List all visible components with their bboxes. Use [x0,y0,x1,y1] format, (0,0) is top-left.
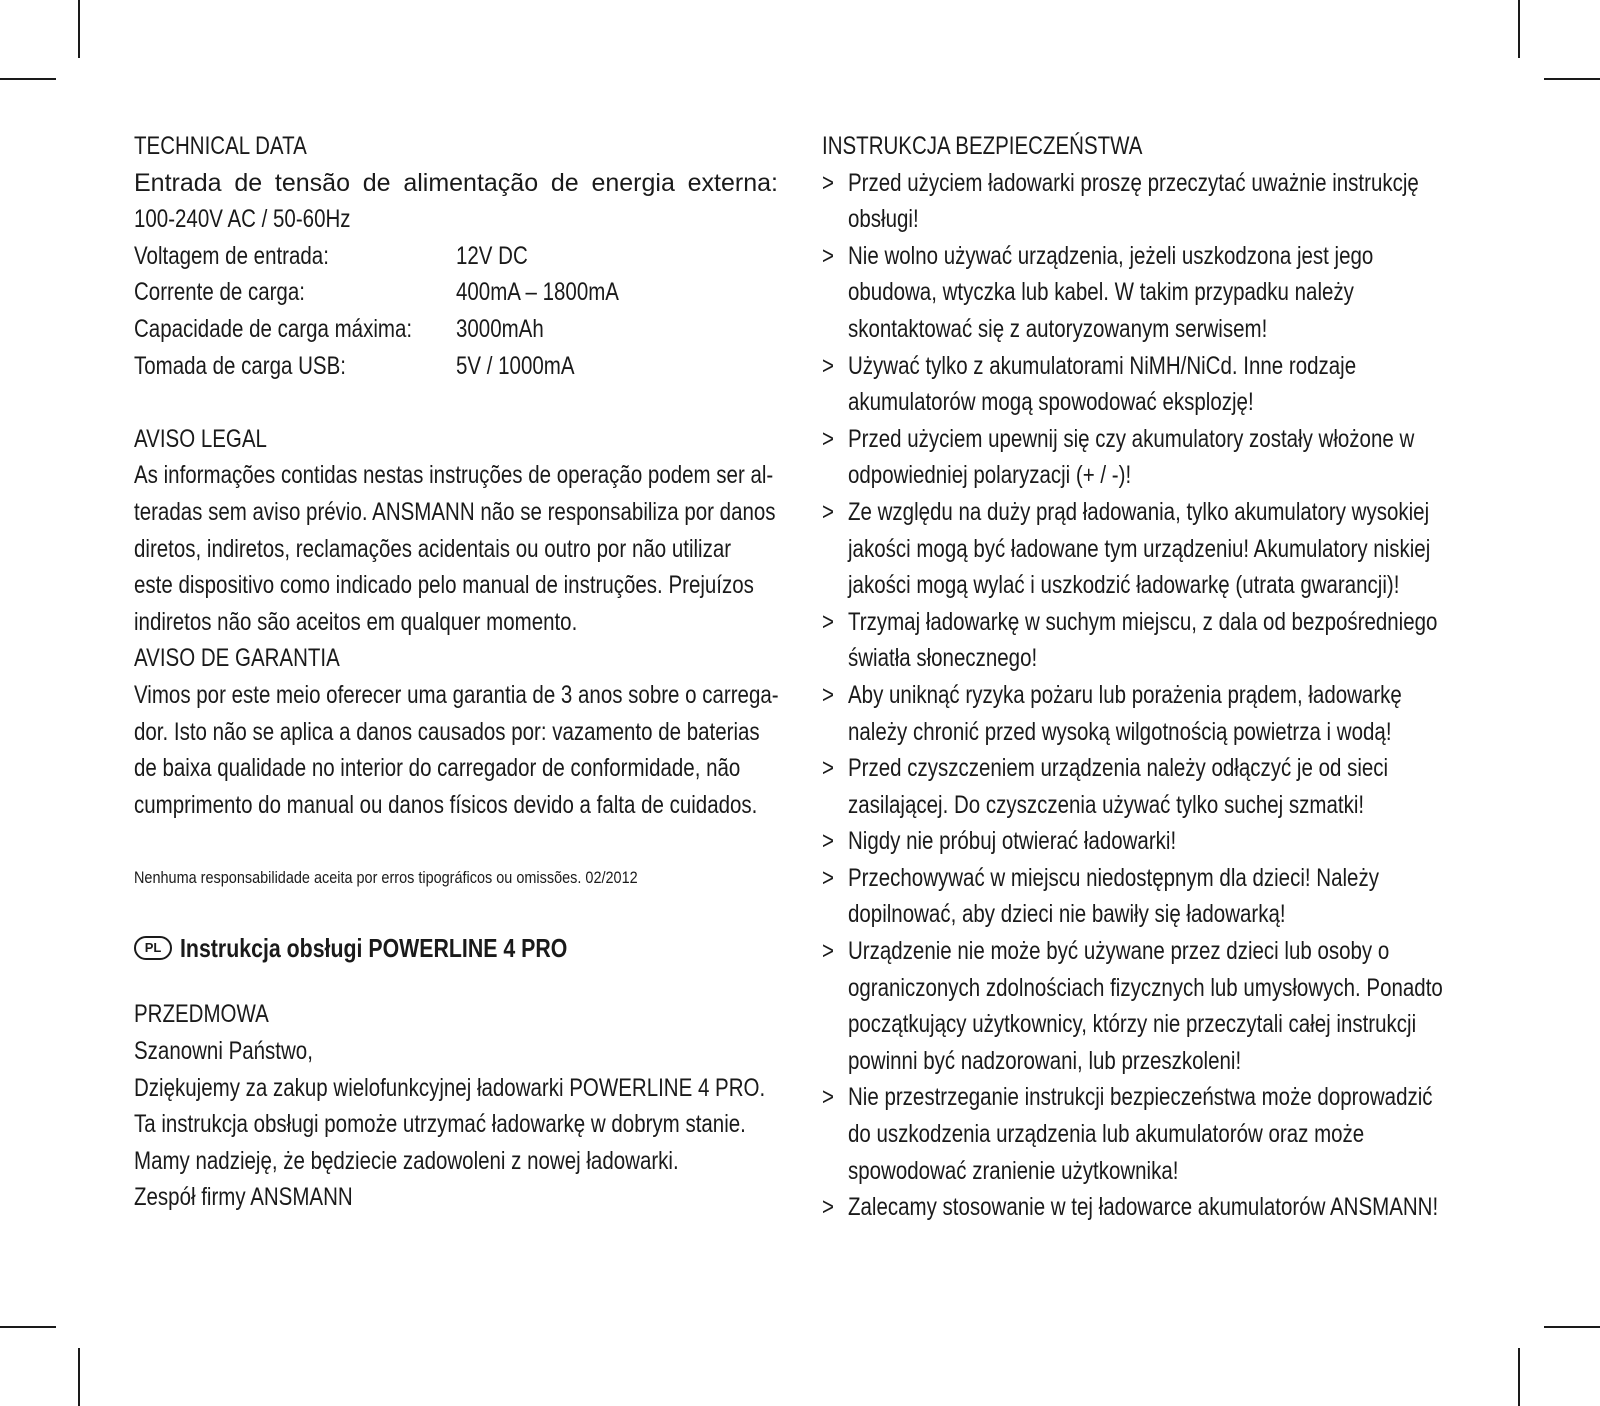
legal-heading: AVISO LEGAL [134,424,267,453]
safety-list-item [822,860,1467,933]
paragraph-line: Mamy nadzieję, że będziecie zadowoleni z nowej ładowarki. [134,1146,679,1175]
paragraph-line: indiretos não são aceitos em qualquer momento. [134,607,578,636]
bullet-marker: > [822,497,834,526]
list-item-line: dopilnować, aby dzieci nie bawiły się ładowarką! [848,900,1286,929]
paragraph-line: Dziękujemy za zakup wielofunkcyjnej ładowarki POWERLINE 4 PRO. [134,1073,766,1102]
safety-list-item [822,677,1467,750]
list-item-line: do uszkodzenia urządzenia lub akumulatorów oraz może [848,1120,1365,1149]
list-item-line: skontaktować się z autoryzowanym serwisem! [848,314,1268,343]
crop-mark [1518,0,1520,58]
safety-list-item [822,421,1467,494]
pl-section-title [134,922,778,974]
list-item-line: Przed użyciem upewnij się czy akumulatory zostały włożone w [848,424,1415,453]
right-column [822,128,1467,1226]
safety-list-item [822,933,1467,1079]
safety-list-item [822,604,1467,677]
crop-mark [1544,1326,1600,1328]
bullet-marker: > [822,168,834,197]
spec-row [134,311,778,348]
preface-heading: PRZEDMOWA [134,1000,269,1029]
safety-list-item [822,165,1467,238]
paragraph-line: teradas sem aviso prévio. ANSMANN não se responsabiliza por danos [134,497,776,526]
footnote: Nenhuma responsabilidade aceita por erros tipográficos ou omissões. 02/2012 [134,867,638,887]
bullet-marker: > [822,1193,834,1222]
bullet-marker: > [822,241,834,270]
spec-row [134,274,778,311]
list-item-line: obsługi! [848,205,919,234]
safety-list-item [822,238,1467,348]
technical-data-heading: TECHNICAL DATA [134,132,307,160]
crop-mark [78,1348,80,1406]
spec-value: 3000mAh [456,314,544,343]
safety-list-item [822,750,1467,823]
list-item-line: jakości mogą być ładowane tym urządzeniu! Akumulatory niskiej [848,534,1431,563]
spec-label: Tomada de carga USB: [134,351,346,380]
paragraph-line: As informações contidas nestas instruções de operação podem ser al- [134,461,774,490]
spec-value: 400mA – 1800mA [456,278,619,307]
pl-language-badge: PL [134,936,172,960]
paragraph-line: diretos, indiretos, reclamações acidentais ou outro por não utilizar [134,534,732,563]
pl-title-text: Instrukcja obsługi POWERLINE 4 PRO [180,933,568,964]
spec-row [134,238,778,275]
list-item-line: spowodować zranienie użytkownika! [848,1156,1179,1185]
paragraph-line: de baixa qualidade no interior do carregador de conformidade, não [134,754,741,783]
legal-paragraph [134,457,778,640]
spec-value: 12V DC [456,241,528,270]
spec-label: Corrente de carga: [134,278,305,307]
list-item-line: należy chronić przed wysoką wilgotnością powietrza i wodą! [848,717,1392,746]
input-line-1: Entrada de tensão de alimentação de energia externa: [134,168,778,197]
external-input-spec [134,165,778,238]
list-item-line: akumulatorów mogą spowodować eksplozję! [848,388,1254,417]
warranty-paragraph [134,677,778,823]
list-item-line: Ze względu na duży prąd ładowania, tylko akumulatory wysokiej [848,497,1430,526]
preface-paragraph [134,1033,778,1216]
list-item-line: Nie wolno używać urządzenia, jeżeli uszkodzona jest jego [848,241,1374,270]
crop-mark [1518,1348,1520,1406]
list-item-line: ograniczonych zdolnościach fizycznych lub umysłowych. Ponadto [848,973,1443,1002]
safety-list-item [822,1189,1467,1226]
paragraph-line: dor. Isto não se aplica a danos causados por: vazamento de baterias [134,717,760,746]
safety-list [822,165,1467,1226]
list-item-line: zasilającej. Do czyszczenia używać tylko suchej szmatki! [848,790,1365,819]
list-item-line: Nigdy nie próbuj otwierać ładowarki! [848,827,1177,856]
bullet-marker: > [822,607,834,636]
crop-mark [78,0,80,58]
bullet-marker: > [822,754,834,783]
bullet-marker: > [822,424,834,453]
list-item-line: Przed czyszczeniem urządzenia należy odłączyć je od sieci [848,754,1389,783]
safety-list-item [822,494,1467,604]
paragraph-line: este dispositivo como indicado pelo manual de instruções. Prejuízos [134,571,754,600]
spec-row [134,348,778,385]
spec-label: Capacidade de carga máxima: [134,314,413,343]
bullet-marker: > [822,680,834,709]
paragraph-line: Ta instrukcja obsługi pomoże utrzymać ładowarkę w dobrym stanie. [134,1110,746,1139]
bullet-marker: > [822,827,834,856]
list-item-line: obudowa, wtyczka lub kabel. W takim przypadku należy [848,278,1354,307]
safety-list-item [822,348,1467,421]
list-item-line: Aby uniknąć ryzyka pożaru lub porażenia prądem, ładowarkę [848,680,1402,709]
list-item-line: Trzymaj ładowarkę w suchym miejscu, z dala od bezpośredniego [848,607,1438,636]
paragraph-line: Zespół firmy ANSMANN [134,1183,353,1212]
warranty-heading: AVISO DE GARANTIA [134,644,340,673]
list-item-line: Urządzenie nie może być używane przez dzieci lub osoby o [848,937,1390,966]
list-item-line: odpowiedniej polaryzacji (+ / -)! [848,461,1132,490]
safety-heading: INSTRUKCJA BEZPIECZEŃSTWA [822,132,1143,160]
paragraph-line: Szanowni Państwo, [134,1037,313,1066]
list-item-line: Zalecamy stosowanie w tej ładowarce akumulatorów ANSMANN! [848,1193,1439,1222]
spec-table [134,238,778,384]
safety-list-item [822,823,1467,860]
bullet-marker: > [822,1083,834,1112]
crop-mark [1544,78,1600,80]
bullet-marker: > [822,937,834,966]
list-item-line: Nie przestrzeganie instrukcji bezpieczeństwa może doprowadzić [848,1083,1433,1112]
input-line-2: 100-240V AC / 50-60Hz [134,205,351,234]
list-item-line: światła słonecznego! [848,644,1038,673]
left-column [134,128,778,1216]
list-item-line: jakości mogą wylać i uszkodzić ładowarkę (utrata gwarancji)! [848,571,1400,600]
paragraph-line: Vimos por este meio oferecer uma garantia de 3 anos sobre o carrega- [134,680,779,709]
list-item-line: Używać tylko z akumulatorami NiMH/NiCd. Inne rodzaje [848,351,1357,380]
spec-value: 5V / 1000mA [456,351,575,380]
list-item-line: Przechowywać w miejscu niedostępnym dla dzieci! Należy [848,863,1379,892]
list-item-line: Przed użyciem ładowarki proszę przeczytać uważnie instrukcję [848,168,1419,197]
safety-list-item [822,1079,1467,1189]
crop-mark [0,78,56,80]
bullet-marker: > [822,863,834,892]
spec-label: Voltagem de entrada: [134,241,329,270]
list-item-line: początkujący użytkownicy, którzy nie przeczytali całej instrukcji [848,1010,1417,1039]
crop-mark [0,1326,56,1328]
paragraph-line: cumprimento do manual ou danos físicos devido a falta de cuidados. [134,790,758,819]
bullet-marker: > [822,351,834,380]
list-item-line: powinni być nadzorowani, lub przeszkoleni! [848,1046,1242,1075]
